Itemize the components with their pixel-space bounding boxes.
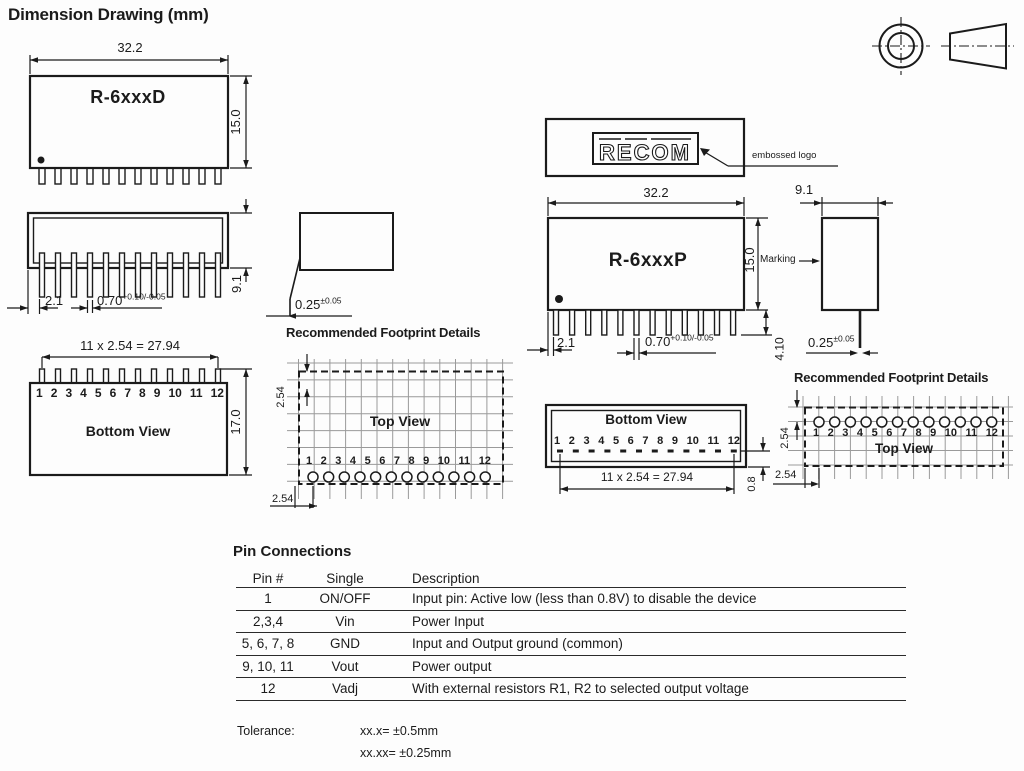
pin-number: 7: [393, 455, 400, 467]
p-pin-length-dim: 4.10: [772, 337, 787, 361]
d-footprint-row-pitch-dim: 2.54: [274, 386, 287, 408]
pin-table-heading: Pin Connections: [233, 543, 352, 560]
description-cell: Power Input: [412, 613, 485, 629]
single-cell: Vin: [335, 613, 355, 629]
pin-table-col-description: Description: [412, 570, 480, 586]
p-bottom-pin-stub-dim: 0.8: [745, 476, 758, 492]
pin-cell: 12: [260, 681, 276, 697]
d-part-label: R-6xxxD: [90, 87, 166, 107]
pin-number: 11: [707, 435, 720, 447]
pin-number: 1: [813, 427, 820, 439]
d-footprint-heading: Recommended Footprint Details: [286, 325, 481, 340]
description-cell: Input and Output ground (common): [412, 636, 623, 652]
pin-connections-table: [236, 569, 906, 701]
pin-number: 1: [306, 455, 313, 467]
pin-number: 3: [65, 386, 73, 400]
p-footprint: [773, 390, 1013, 488]
pin-number: 7: [642, 435, 649, 447]
d-footprint-pin-numbers: [306, 455, 491, 467]
pin-number: 2: [827, 427, 834, 439]
pin-cell: 2,3,4: [252, 613, 284, 629]
d-bottom-view: [30, 354, 252, 475]
pin-number: 11: [458, 455, 471, 467]
d-footprint: [270, 354, 513, 509]
p-pin-width-value: 0.70: [645, 334, 671, 349]
pin-number: 10: [686, 435, 699, 447]
p-pin-offset-dim: 2.1: [557, 335, 576, 350]
pin-number: 5: [612, 435, 620, 447]
p-bottom-pin-numbers: [554, 435, 740, 447]
pin-cell: 1: [264, 591, 272, 607]
pin-number: 3: [583, 435, 590, 447]
d-bottom-depth-dim: 17.0: [227, 409, 243, 435]
d-pin-thickness-value: 0.25: [295, 297, 321, 312]
p-pin-thickness-dim: [808, 333, 855, 350]
p-part-label: R-6xxxP: [608, 250, 688, 271]
p-footprint-view-title: Top View: [874, 441, 934, 456]
p-body-height-dim: 15.0: [741, 247, 757, 273]
pin-number: 11: [965, 427, 978, 439]
pin-number: 5: [94, 386, 102, 400]
pin-number: 8: [915, 427, 922, 439]
pin-number: 7: [124, 386, 131, 400]
pin-number: 6: [886, 427, 893, 439]
p-body-width-dim: 32.2: [643, 185, 669, 200]
pin-number: 5: [871, 427, 878, 439]
pin-table-col-pin: Pin #: [252, 570, 284, 586]
tolerance-line: xx.xx= ±0.25mm: [360, 746, 452, 760]
pin-number: 9: [423, 455, 430, 467]
table-row: [236, 611, 906, 634]
pin-number: 12: [727, 435, 740, 447]
d-footprint-col-pitch-dim: 2.54: [272, 493, 294, 505]
table-row: [236, 588, 906, 611]
pin-number: 4: [856, 427, 864, 439]
projection-symbol: [872, 17, 1014, 75]
d-body-height-dim: 15.0: [227, 109, 243, 135]
d-pin-width-value: 0.70: [97, 293, 123, 308]
pin-number: 6: [109, 386, 117, 400]
tolerance-note: [237, 724, 451, 768]
pin-number: 1: [554, 435, 561, 447]
pin-number: 11: [189, 386, 203, 400]
pin-cell: 9, 10, 11: [242, 658, 294, 674]
p-footprint-heading: Recommended Footprint Details: [794, 370, 989, 385]
pin-number: 12: [478, 455, 491, 467]
pin-number: 4: [598, 435, 605, 447]
p-pin-thickness-tol: ±0.05: [833, 333, 855, 344]
p-pin-width-dim: [645, 332, 714, 349]
p-pin-width-tol: +0.10/-0.05: [670, 332, 714, 343]
pin-number: 10: [944, 427, 958, 439]
table-row: [236, 656, 906, 679]
pin-number: 10: [437, 455, 451, 467]
pin-number: 7: [900, 427, 907, 439]
pin-number: 9: [671, 435, 678, 447]
recom-embossed-logo: RECOM: [599, 140, 691, 165]
d-bottom-view-title: Bottom View: [85, 423, 171, 439]
p-footprint-pin-numbers: [813, 427, 998, 439]
p-side-view: [799, 197, 893, 356]
pin-number: 8: [408, 455, 415, 467]
description-cell: Input pin: Active low (less than 0.8V) to disable the device: [412, 591, 757, 607]
d-front-view: [30, 55, 252, 184]
d-pin-width-tol: +0.10/-0.05: [122, 291, 166, 302]
pin-number: 2: [320, 455, 327, 467]
table-row: [236, 678, 906, 701]
p-marking-label: Marking: [760, 254, 796, 265]
p-pin-thickness-value: 0.25: [808, 335, 834, 350]
page-title: Dimension Drawing (mm): [8, 5, 209, 24]
description-cell: With external resistors R1, R2 to selected output voltage: [412, 681, 749, 697]
pin-number: 4: [80, 386, 87, 400]
single-cell: Vadj: [331, 681, 359, 697]
pin-number: 9: [930, 427, 937, 439]
p-side-width-dim: 9.1: [795, 182, 814, 197]
table-row: [236, 633, 906, 656]
d-bottom-pitch-dim: 11 x 2.54 = 27.94: [80, 338, 180, 353]
d-pin-thickness-dim: [295, 295, 342, 312]
p-footprint-row-pitch-dim: 2.54: [778, 427, 791, 449]
pin-number: 2: [568, 435, 575, 447]
d-pin-thickness-tol: ±0.05: [320, 295, 342, 306]
pin-number: 12: [985, 427, 998, 439]
p-bottom-pitch-dim: 11 x 2.54 = 27.94: [600, 470, 694, 484]
d-body-width-dim: 32.2: [117, 40, 143, 55]
pin-table-header-row: [236, 569, 906, 588]
p-footprint-col-pitch-dim: 2.54: [775, 469, 797, 481]
pin-number: 12: [210, 386, 224, 400]
single-cell: Vout: [331, 658, 359, 674]
d-bottom-pin-numbers: [36, 386, 224, 400]
tolerance-values: [360, 724, 451, 768]
tolerance-label: Tolerance:: [237, 724, 295, 738]
d-side-height-dim: 9.1: [228, 274, 244, 294]
p-top-view: [546, 119, 838, 176]
pin-number: 1: [36, 386, 43, 400]
d-pin-offset-dim: 2.1: [45, 293, 64, 308]
pin-cell: 5, 6, 7, 8: [241, 636, 295, 652]
pin-number: 8: [657, 435, 664, 447]
d-pin-width-dim: [97, 291, 166, 308]
pin-number: 6: [379, 455, 386, 467]
pin-number: 9: [153, 386, 161, 400]
single-cell: GND: [330, 636, 360, 652]
p-bottom-view-title: Bottom View: [605, 412, 687, 427]
pin-table-col-single: Single: [326, 570, 364, 586]
single-cell: ON/OFF: [319, 591, 371, 607]
pin-number: 3: [335, 455, 342, 467]
description-cell: Power output: [412, 658, 492, 674]
p-logo-note: embossed logo: [752, 150, 817, 161]
pin-number: 4: [349, 455, 357, 467]
pin-number: 5: [364, 455, 371, 467]
tolerance-line: xx.x= ±0.5mm: [360, 724, 439, 738]
d-footprint-view-title: Top View: [369, 413, 431, 429]
pin-number: 8: [139, 386, 146, 400]
pin-number: 6: [627, 435, 634, 447]
pin-number: 3: [842, 427, 849, 439]
pin-number: 2: [50, 386, 58, 400]
pin-number: 10: [168, 386, 182, 400]
